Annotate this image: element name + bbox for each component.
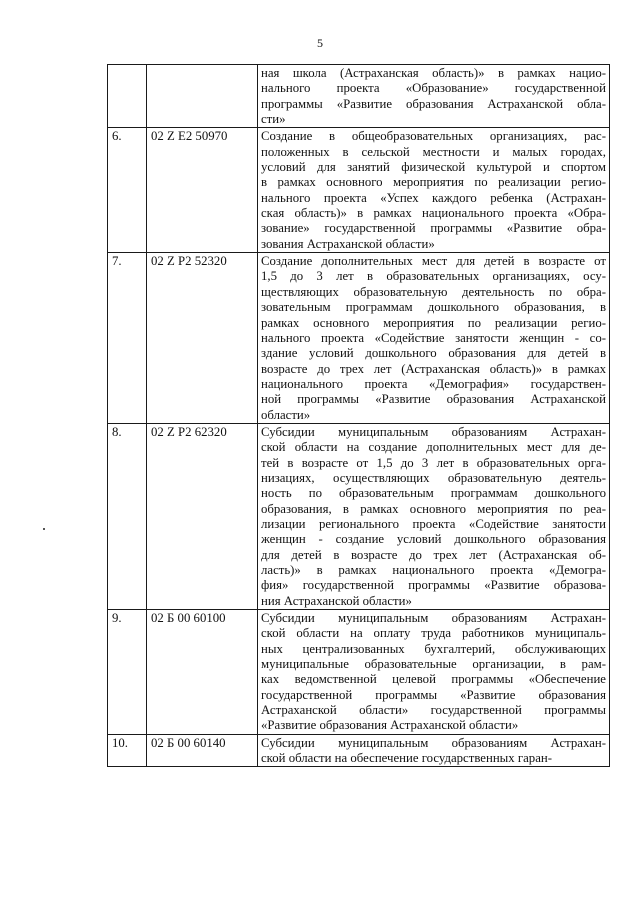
row-number-cell [108, 253, 147, 424]
description-line: Субсидии муниципальным образованиям Астрахан- [261, 611, 606, 626]
budget-code-cell [147, 423, 258, 609]
description-line: 1,5 до 3 лет в образовательных организациях, осу- [261, 269, 606, 284]
description-line: низациях, осуществляющих образовательную деятель- [261, 470, 606, 485]
budget-code-cell [147, 253, 258, 424]
budget-code-cell [147, 734, 258, 767]
description-line: Создание дополнительных мест для детей в возрасте от [261, 254, 606, 269]
description-line: «Развитие образования Астраханской области» [261, 718, 519, 733]
row-number: 9. [112, 611, 122, 626]
description-line: сти» [261, 112, 286, 127]
description-line: для детей в возрасте до трех лет (Астраханская об- [261, 547, 606, 562]
row-number-cell [108, 65, 147, 128]
description-line: ных централизованных бухгалтерий, обслуживающих [261, 641, 606, 656]
description-line: программы «Развитие образования Астраханской обла- [261, 96, 606, 111]
budget-classification-table [107, 64, 610, 767]
description-line: Субсидии муниципальным образованиям Астрахан- [261, 735, 606, 750]
budget-code-cell [147, 610, 258, 735]
description-line: ской области на оплату труда работников муниципаль- [261, 626, 606, 641]
row-number-cell [108, 734, 147, 767]
description-line: нального проекта «Образование» государственной [261, 81, 606, 96]
description-line: Субсидии муниципальным образованиям Астрахан- [261, 424, 606, 439]
expense-description-cell [258, 423, 610, 609]
scan-speck [43, 528, 45, 530]
expense-description-cell [258, 610, 610, 735]
budget-code: 02 Z E2 50970 [151, 129, 228, 144]
row-number: 8. [112, 424, 122, 439]
description-line: здание условий дошкольного образования для детей в [261, 346, 606, 361]
description-line: ласть)» в рамках национального проекта «Демогра- [261, 563, 606, 577]
expense-description-cell [258, 253, 610, 424]
description-line: ная школа (Астраханская область)» в рамках нацио- [261, 66, 606, 80]
expense-description-cell [258, 128, 610, 253]
description-line: нального проекта «Успех каждого ребенка (Астрахан- [261, 190, 606, 205]
description-line: ской области на создание дополнительных мест для де- [261, 440, 606, 455]
description-line: зовательным программам дошкольного образования, в [261, 300, 606, 315]
description-line: ния Астраханской области» [261, 593, 412, 608]
description-line: положенных в сельской местности и малых городах, [261, 144, 606, 159]
description-line: фия» государственной программы «Развитие образова- [261, 578, 606, 593]
table-row [108, 734, 610, 767]
description-line: нального проекта «Содействие занятости женщин - со- [261, 330, 606, 345]
row-number: 10. [112, 735, 128, 750]
description-line: зования Астраханской области» [261, 236, 435, 251]
row-number-cell [108, 423, 147, 609]
description-line: национального проекта «Демография» государствен- [261, 376, 606, 391]
description-line: ской области на обеспечение государственных гаран- [261, 751, 552, 766]
description-line: ной программы «Развитие образования Астраханской [261, 392, 606, 407]
budget-code: 02 Z P2 62320 [151, 424, 227, 439]
budget-code-cell [147, 65, 258, 128]
description-line: ность по образовательным программам дошкольного [261, 486, 606, 501]
expense-description-cell [258, 65, 610, 128]
description-line: ках ведомственной целевой программы «Обеспечение [261, 672, 606, 687]
expense-description-cell [258, 734, 610, 767]
description-line: Астраханской области» государственной программы [261, 703, 606, 718]
description-line: образования, в рамках основного мероприятия по реа- [261, 501, 606, 516]
table-row [108, 253, 610, 424]
budget-code-cell [147, 128, 258, 253]
description-line: области» [261, 407, 311, 422]
row-number: 7. [112, 254, 122, 269]
description-line: условий для занятий физической культурой и спортом [261, 160, 606, 175]
row-number-cell [108, 610, 147, 735]
description-line: в рамках основного мероприятия по реализации регио- [261, 175, 606, 190]
description-line: ществляющих образовательную деятельность по обра- [261, 284, 606, 299]
description-line: государственной программы «Развитие образования [261, 687, 606, 702]
row-number-cell [108, 128, 147, 253]
table-row [108, 610, 610, 735]
description-line: лизации регионального проекта «Содействие занятости [261, 516, 606, 531]
row-number: 6. [112, 129, 122, 144]
description-line: рамках основного мероприятия по реализации регио- [261, 315, 606, 330]
budget-code: 02 Б 00 60140 [151, 735, 226, 750]
description-line: муниципальные образовательные организации, в рам- [261, 657, 606, 672]
budget-code: 02 Z P2 52320 [151, 254, 227, 269]
description-line: тей в возрасте от 1,5 до 3 лет в образовательных орга- [261, 455, 606, 470]
description-line: возрасте до трех лет (Астраханская область)» в рамках [261, 361, 606, 376]
table-row [108, 423, 610, 609]
description-line: ская область)» в рамках национального проекта «Обра- [261, 206, 606, 221]
table-body [108, 65, 610, 767]
description-line: женщин - создание условий дошкольного образования [261, 532, 606, 547]
page-number: 5 [317, 36, 323, 50]
table-row [108, 128, 610, 253]
description-line: Создание в общеобразовательных организациях, рас- [261, 129, 606, 144]
description-line: зование» государственной программы «Развитие обра- [261, 221, 606, 236]
table-row [108, 65, 610, 128]
budget-code: 02 Б 00 60100 [151, 611, 226, 626]
